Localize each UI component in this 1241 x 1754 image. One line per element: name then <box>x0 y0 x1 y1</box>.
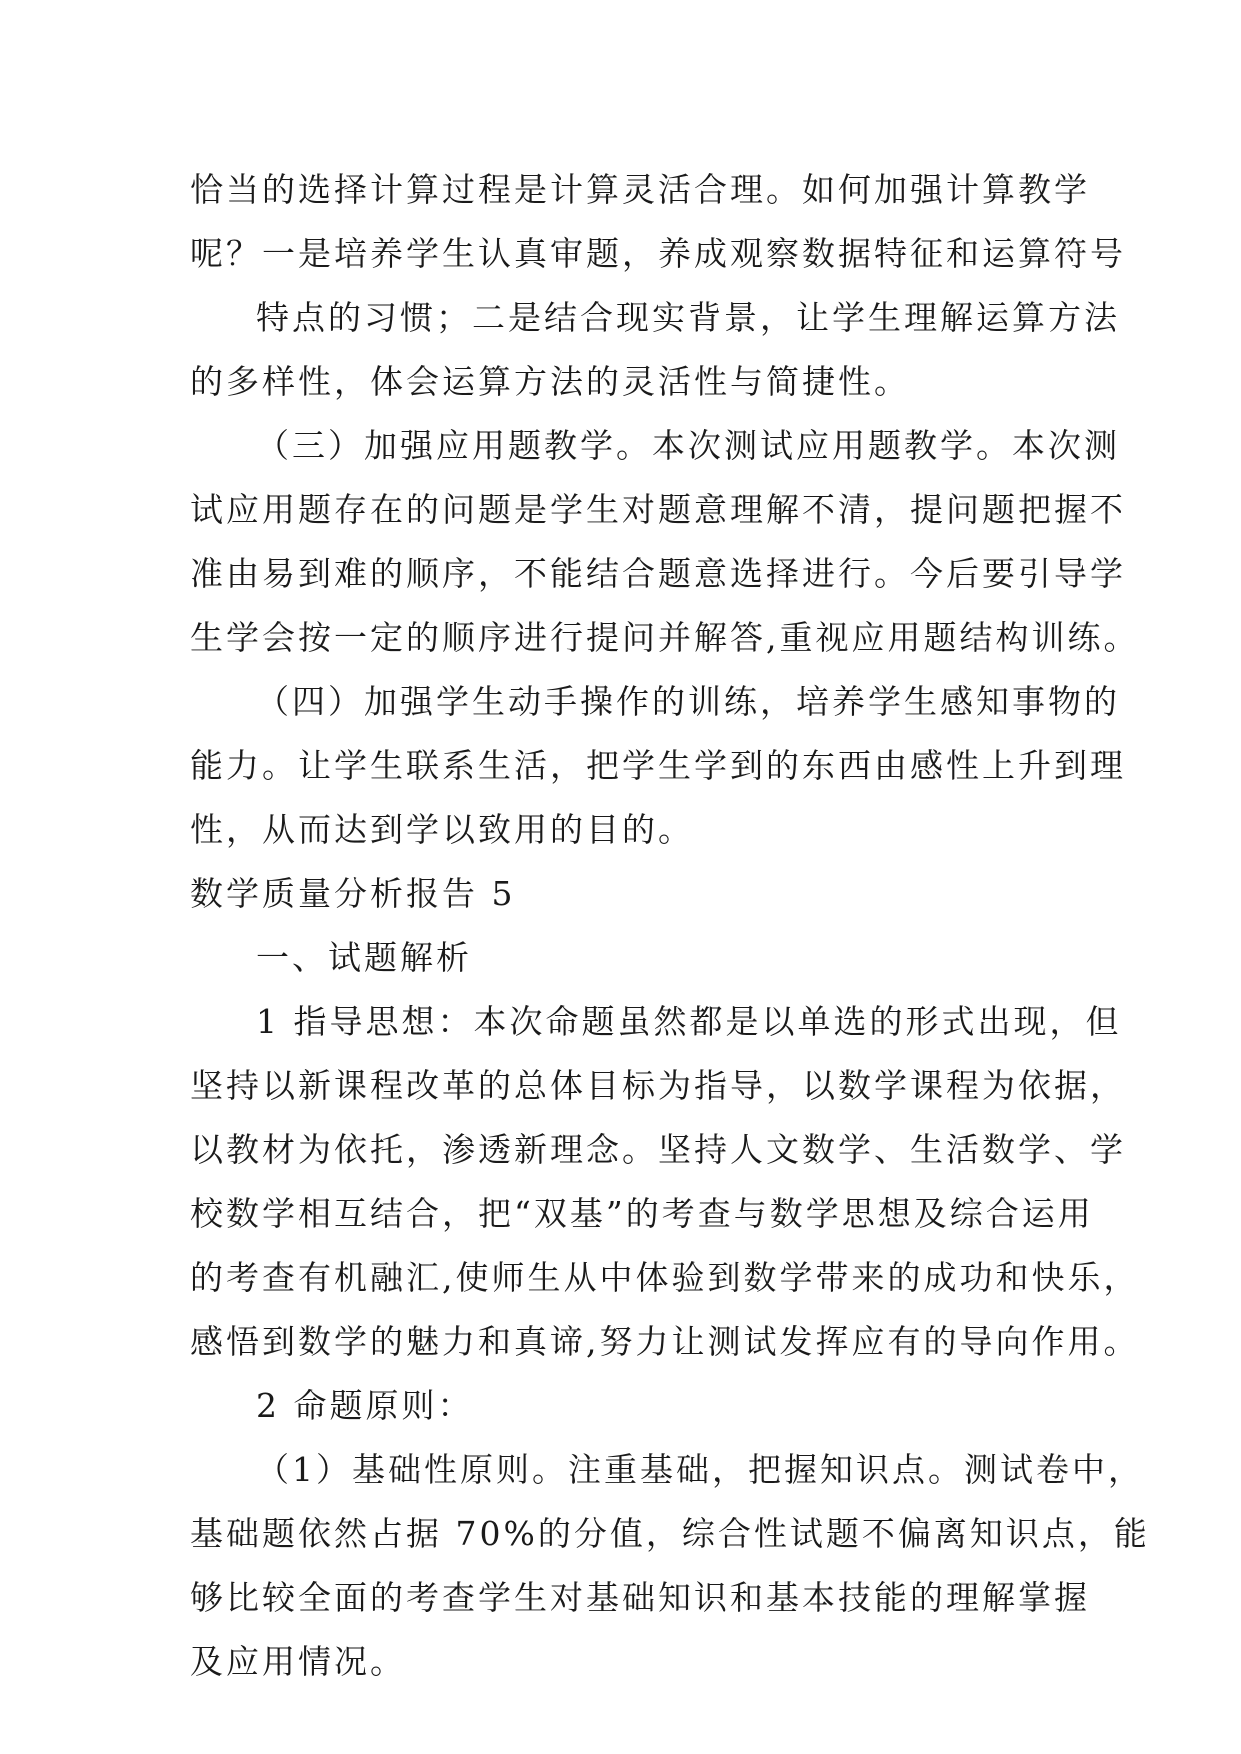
paragraph-line: 能力。让学生联系生活，把学生学到的东西由感性上升到理 <box>190 746 1126 785</box>
paragraph-line: 基础题依然占据 70%的分值，综合性试题不偏离知识点，能 <box>190 1514 1150 1553</box>
section-heading: 一、试题解析 <box>256 938 472 977</box>
paragraph-line: 的多样性，体会运算方法的灵活性与简捷性。 <box>190 362 910 401</box>
paragraph-line: 特点的习惯；二是结合现实背景，让学生理解运算方法 <box>256 298 1120 337</box>
paragraph-line: 生学会按一定的顺序进行提问并解答,重视应用题结构训练。 <box>190 618 1140 657</box>
paragraph-line: 性，从而达到学以致用的目的。 <box>190 810 694 849</box>
paragraph-line: （四）加强学生动手操作的训练，培养学生感知事物的 <box>256 682 1120 721</box>
section-title: 数学质量分析报告 5 <box>190 874 516 913</box>
paragraph-line: （三）加强应用题教学。本次测试应用题教学。本次测 <box>256 426 1120 465</box>
paragraph-line: 准由易到难的顺序，不能结合题意选择进行。今后要引导学 <box>190 554 1126 593</box>
paragraph-line: （1）基础性原则。注重基础，把握知识点。测试卷中， <box>256 1450 1144 1489</box>
paragraph-line: 够比较全面的考查学生对基础知识和基本技能的理解掌握 <box>190 1578 1090 1617</box>
paragraph-line: 呢？一是培养学生认真审题，养成观察数据特征和运算符号 <box>190 234 1126 273</box>
paragraph-line: 试应用题存在的问题是学生对题意理解不清，提问题把握不 <box>190 490 1126 529</box>
section-heading: 2 命题原则： <box>256 1386 474 1425</box>
paragraph-line: 校数学相互结合，把“双基”的考查与数学思想及综合运用 <box>190 1194 1094 1233</box>
paragraph-line: 感悟到数学的魅力和真谛,努力让测试发挥应有的导向作用。 <box>190 1322 1140 1361</box>
paragraph-line: 1 指导思想：本次命题虽然都是以单选的形式出现，但 <box>256 1002 1122 1041</box>
paragraph-line: 及应用情况。 <box>190 1642 406 1681</box>
paragraph-line: 以教材为依托，渗透新理念。坚持人文数学、生活数学、学 <box>190 1130 1126 1169</box>
paragraph-line: 的考查有机融汇,使师生从中体验到数学带来的成功和快乐， <box>190 1258 1140 1297</box>
paragraph-line: 坚持以新课程改革的总体目标为指导，以数学课程为依据， <box>190 1066 1126 1105</box>
paragraph-line: 恰当的选择计算过程是计算灵活合理。如何加强计算教学 <box>190 170 1090 209</box>
document-body <box>190 158 1150 1694</box>
